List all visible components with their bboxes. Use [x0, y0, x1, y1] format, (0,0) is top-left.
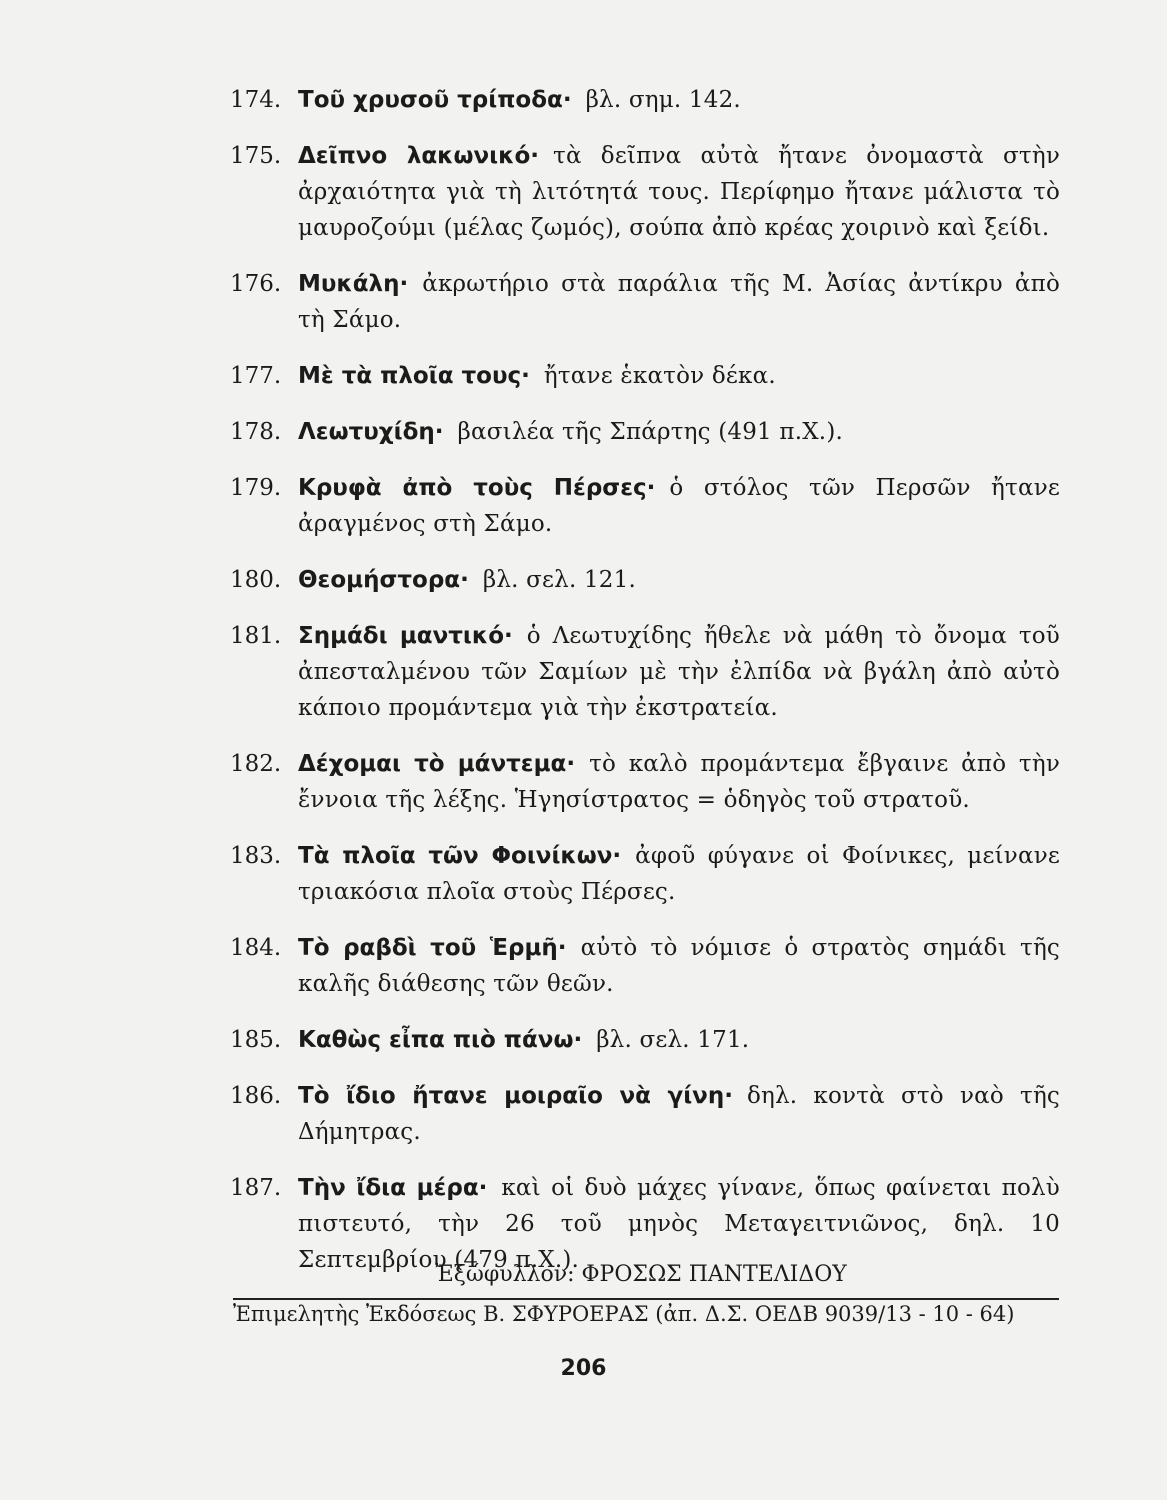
page-number: 206 [560, 1356, 607, 1381]
note-heading: Καθὼς εἶπα πιὸ πάνω· [298, 1027, 583, 1053]
footer-divider [233, 1298, 1059, 1300]
note-heading: Δεῖπνο λακωνικό· [298, 143, 540, 169]
note-text: τὸ καλὸ προμάντεμα ἔβγαινε ἀπὸ τὴν ἔννοια τῆς λέξης. Ἡγησίστρατος = ὁδηγὸς τοῦ στρατοῦ. [298, 751, 1060, 813]
note-text: αὐτὸ τὸ νόμισε ὁ στρατὸς σημάδι τῆς καλῆς διάθεσης τῶν θεῶν. [298, 935, 1061, 997]
notes-list [230, 82, 1060, 1298]
note-text: βλ. σελ. 171. [596, 1027, 750, 1053]
note-175 [230, 138, 1060, 246]
note-number: 177. [230, 363, 282, 389]
note-number: 186. [230, 1083, 282, 1109]
note-177 [230, 358, 1060, 394]
note-number: 187. [230, 1175, 282, 1201]
note-number: 183. [230, 843, 282, 869]
note-184 [230, 930, 1060, 1002]
note-186 [230, 1078, 1060, 1150]
note-180 [230, 562, 1060, 598]
note-number: 178. [230, 419, 282, 445]
note-185 [230, 1022, 1060, 1058]
note-text: ἀφοῦ φύγανε οἱ Φοίνικες, μείνανε τριακόσια πλοῖα στοὺς Πέρσες. [298, 843, 1061, 905]
note-heading: Τοῦ χρυσοῦ τρίποδα· [298, 87, 572, 113]
note-number: 175. [230, 143, 282, 169]
note-text: ὁ στόλος τῶν Περσῶν ἤτανε ἀραγμένος στὴ Σάμο. [298, 475, 1060, 537]
note-heading: Τὸ ἴδιο ἤτανε μοιραῖο νὰ γίνη· [298, 1083, 733, 1109]
note-number: 185. [230, 1027, 282, 1053]
note-174 [230, 82, 1060, 118]
note-number: 176. [230, 271, 282, 297]
note-heading: Τὴν ἴδια μέρα· [298, 1175, 488, 1201]
note-heading: Μὲ τὰ πλοῖα τους· [298, 363, 530, 389]
note-number: 181. [230, 623, 282, 649]
note-182 [230, 746, 1060, 818]
note-heading: Λεωτυχίδη· [298, 419, 444, 445]
note-heading: Δέχομαι τὸ μάντεμα· [298, 751, 576, 777]
note-179 [230, 470, 1060, 542]
editor-credit: Ἐπιμελητὴς Ἐκδόσεως Β. ΣΦΥΡΟΕΡΑΣ (ἀπ. Δ.Σ. ΟΕΔΒ 9039/13 - 10 - 64) [233, 1302, 1015, 1326]
note-text: δηλ. κοντὰ στὸ ναὸ τῆς Δήμητρας. [298, 1083, 1061, 1145]
note-heading: Θεομήστορα· [298, 567, 469, 593]
note-181 [230, 618, 1060, 726]
note-176 [230, 266, 1060, 338]
note-heading: Κρυφὰ ἀπὸ τοὺς Πέρσες· [298, 475, 656, 501]
note-text: βλ. σημ. 142. [585, 87, 741, 113]
note-text: ὁ Λεωτυχίδης ἤθελε νὰ μάθη τὸ ὄνομα τοῦ ἀπεσταλμένου τῶν Σαμίων μὲ τὴν ἐλπίδα νὰ βγάλη ἀπὸ αὐτὸ κάποιο προμάντεμα γιὰ τὴν ἐκστρατεία. [298, 623, 1060, 721]
note-heading: Μυκάλη· [298, 271, 409, 297]
note-heading: Τὸ ραβδὶ τοῦ Ἑρμῆ· [298, 935, 567, 961]
note-text: βασιλέα τῆς Σπάρτης (491 π.Χ.). [457, 419, 844, 445]
note-number: 174. [230, 87, 282, 113]
note-heading: Τὰ πλοῖα τῶν Φοινίκων· [298, 843, 622, 869]
note-number: 182. [230, 751, 282, 777]
note-text: ἤτανε ἑκατὸν δέκα. [543, 363, 776, 389]
note-178 [230, 414, 1060, 450]
note-heading: Σημάδι μαντικό· [298, 623, 513, 649]
note-number: 180. [230, 567, 282, 593]
note-number: 184. [230, 935, 282, 961]
note-text: βλ. σελ. 121. [482, 567, 636, 593]
note-183 [230, 838, 1060, 910]
note-text: καὶ οἱ δυὸ μάχες γίνανε, ὅπως φαίνεται πολὺ πιστευτό, τὴν 26 τοῦ μηνὸς Μεταγειτνιῶνος, δηλ. 10 Σεπτεμβρίου (479 π.Χ.). [298, 1175, 1060, 1273]
note-text: τὰ δεῖπνα αὐτὰ ἤτανε ὀνομαστὰ στὴν ἀρχαιότητα γιὰ τὴ λιτότητά τους. Περίφημο ἤτανε μάλιστα τὸ μαυροζούμι (μέλας ζωμός), σούπα ἀπὸ κρέας χοιρινὸ καὶ ξείδι. [298, 143, 1060, 241]
note-text: ἀκρωτήριο στὰ παράλια τῆς Μ. Ἀσίας ἀντίκρυ ἀπὸ τὴ Σάμο. [298, 271, 1060, 333]
note-number: 179. [230, 475, 282, 501]
cover-credit: Ἐξώφυλλον: ΦΡΟΣΩΣ ΠΑΝΤΕΛΙΔΟΥ [435, 1262, 847, 1287]
